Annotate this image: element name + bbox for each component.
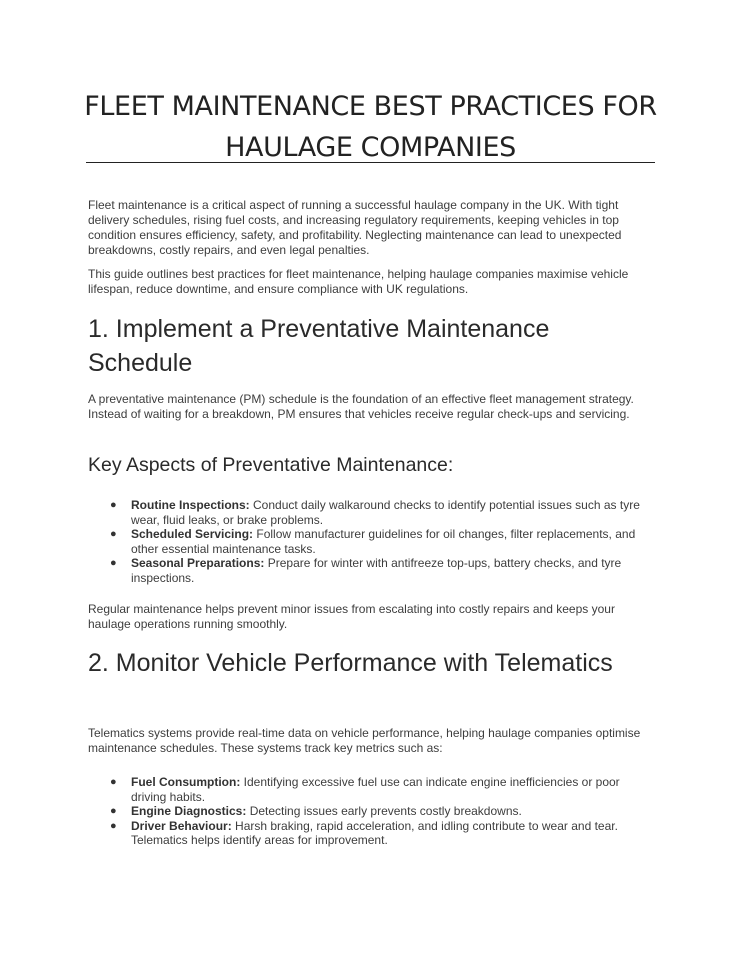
intro-paragraph-1: Fleet maintenance is a critical aspect of running a successful haulage company in the UK. With tight delivery schedules, rising fuel costs, and increasing regulatory requirements, keeping vehicles in top condition ensures efficiency, safety, and profitability. Neglecting maintenance can lead to unexpected breakdowns, costly repairs, and even legal penalties.	[88, 198, 622, 257]
title-line-1: FLEET MAINTENANCE BEST PRACTICES FOR	[84, 91, 657, 122]
section-1-intro: A preventative maintenance (PM) schedule is the foundation of an effective fleet management strategy. Instead of waiting for a breakdown, PM ensures that vehicles receive regular check-ups and servicing.	[88, 392, 634, 421]
document-title	[60, 86, 681, 168]
list-item	[88, 775, 658, 804]
bullet-icon: ●	[110, 776, 117, 788]
section-2-heading: 2. Monitor Vehicle Performance with Telematics	[88, 649, 613, 677]
list-item-text: Prepare for winter with antifreeze top-ups, battery checks, and tyre inspections.	[131, 556, 622, 585]
list-item-text: Conduct daily walkaround checks to identify potential issues such as tyre wear, fluid leaks, or brake problems.	[131, 498, 640, 527]
list-item-text: Identifying excessive fuel use can indicate engine inefficiencies or poor driving habits.	[131, 775, 620, 804]
list-item	[88, 527, 658, 556]
list-item	[88, 556, 658, 585]
list-item	[88, 498, 658, 527]
list-item-label: Engine Diagnostics:	[131, 804, 247, 818]
list-item-label: Scheduled Servicing:	[131, 527, 254, 541]
list-item-label: Routine Inspections:	[131, 498, 250, 512]
list-item-text: Harsh braking, rapid acceleration, and idling contribute to wear and tear. Telematics helps identify areas for improvement.	[131, 818, 618, 847]
list-item-label: Seasonal Preparations:	[131, 556, 265, 570]
section-1-bullet-list	[88, 498, 658, 585]
section-2-bullet-list	[88, 775, 658, 848]
list-item-label: Fuel Consumption:	[131, 775, 241, 789]
list-item	[88, 804, 658, 819]
section-1-heading: 1. Implement a Preventative Maintenance Schedule	[88, 315, 550, 377]
bullet-icon: ●	[110, 528, 117, 540]
title-underline	[86, 162, 655, 163]
bullet-icon: ●	[110, 557, 117, 569]
bullet-icon: ●	[110, 499, 117, 511]
bullet-icon: ●	[110, 805, 117, 817]
section-1-subheading: Key Aspects of Preventative Maintenance:	[88, 454, 454, 476]
list-item-text: Detecting issues early prevents costly breakdowns.	[246, 804, 522, 818]
title-line-2: HAULAGE COMPANIES	[225, 132, 516, 163]
section-1-closing: Regular maintenance helps prevent minor issues from escalating into costly repairs and keeps your haulage operations running smoothly.	[88, 602, 615, 631]
list-item-label: Driver Behaviour:	[131, 818, 232, 833]
list-item-text: Follow manufacturer guidelines for oil changes, filter replacements, and other essential maintenance tasks.	[131, 527, 636, 556]
section-2-intro: Telematics systems provide real-time data on vehicle performance, helping haulage companies optimise maintenance schedules. These systems track key metrics such as:	[88, 726, 641, 755]
list-item	[88, 819, 658, 848]
intro-paragraph-2: This guide outlines best practices for fleet maintenance, helping haulage companies maximise vehicle lifespan, reduce downtime, and ensure compliance with UK regulations.	[88, 267, 629, 296]
bullet-icon: ●	[110, 819, 117, 832]
